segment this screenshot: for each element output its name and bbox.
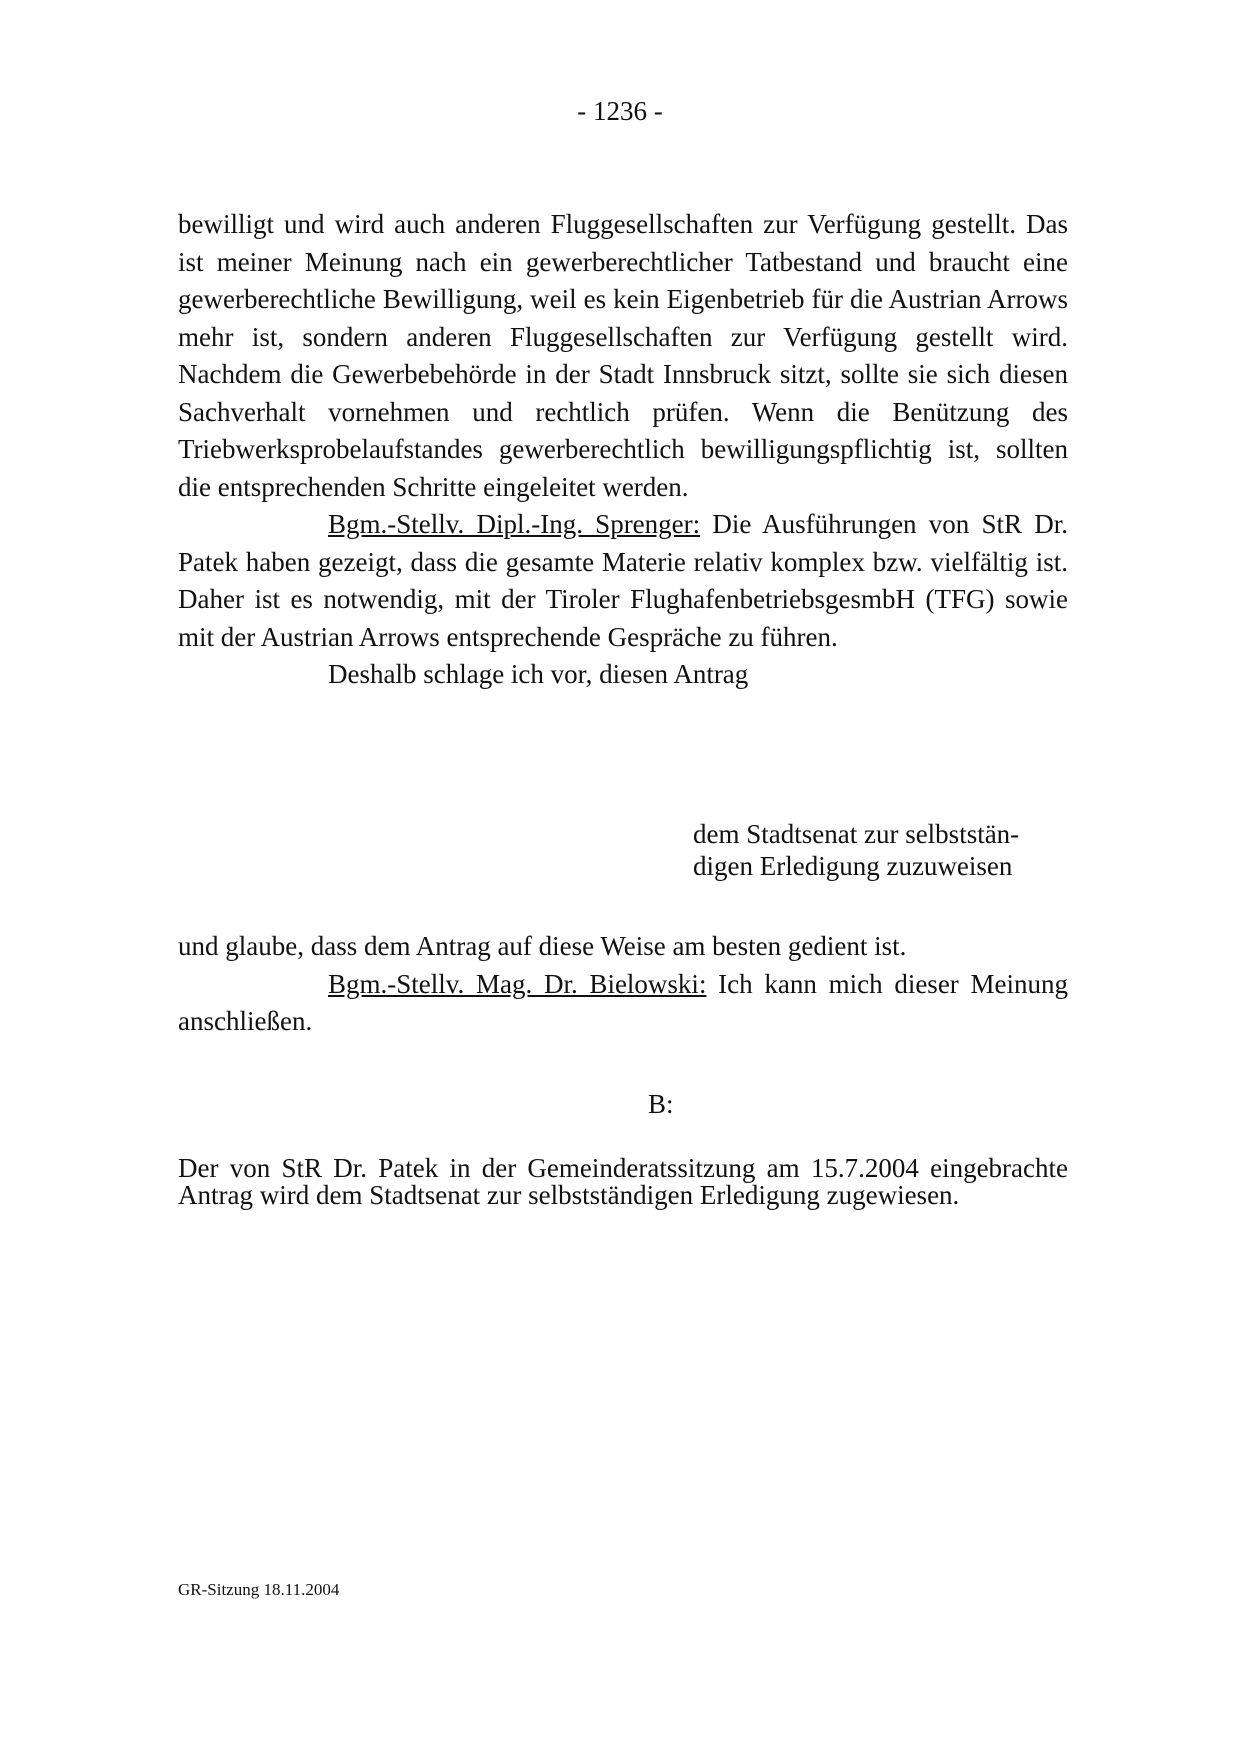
page-number: - 1236 - (577, 96, 663, 126)
conclusion-paragraph: und glaube, dass dem Antrag auf diese Weise am besten gedient ist. (178, 931, 907, 961)
footer-session: GR-Sitzung 18.11.2004 (178, 1580, 340, 1599)
motion-line-1: dem Stadtsenat zur selbststän- (693, 819, 1020, 849)
paragraph-continuation: bewilligt und wird auch anderen Fluggesellschaften zur Verfügung gestellt. Das ist meiner Meinung nach ein gewerberechtlicher Tatbestand und braucht eine gewerberechtliche Bewilligung, weil es kein Eigenbetrieb für die Austrian Arrows mehr ist, sondern anderen Fluggesellschaften zur Verfügung gestellt wird. Nachdem die Gewerbebehörde in der Stadt Innsbruck sitzt, sollte sie sich diesen Sachverhalt vornehmen und rechtlich prüfen. Wenn die Benützung des Triebwerksprobelaufstandes gewerberechtlich bewilligungspflichtig ist, sollten die entsprechenden Schritte eingeleitet werden. (178, 209, 1068, 502)
statement-text-bielowski: Ich kann mich dieser Meinung anschließen. (178, 968, 1069, 1036)
motion-text (693, 818, 1073, 882)
statement-text-sprenger: Die Ausführungen von StR Dr. Patek haben gezeigt, dass die gesamte Materie relativ komplex bzw. vielfältig ist. Daher ist es notwendig, mit der Tiroler FlughafenbetriebsgesmbH (TFG) sowie mit der Austrian Arrows entsprechende Gespräche zu führen. (178, 509, 1068, 652)
section-heading-b: B: (648, 1089, 674, 1119)
speaker-name-sprenger: Bgm.-Stellv. Dipl.-Ing. Sprenger: (328, 509, 701, 539)
resolution-text: Der von StR Dr. Patek in der Gemeinderatssitzung am 15.7.2004 eingebrachte Antrag wird dem Stadtsenat zur selbstständigen Erledigung zugewiesen. (178, 1153, 1068, 1210)
proposal-intro: Deshalb schlage ich vor, diesen Antrag (328, 659, 749, 689)
speaker-statement-sprenger (178, 506, 1068, 656)
speaker-name-bielowski: Bgm.-Stellv. Mag. Dr. Bielowski: (328, 968, 707, 999)
discussion-block (178, 206, 1068, 694)
motion-line-2: digen Erledigung zuzuweisen (693, 851, 1013, 881)
speaker-statement-bielowski (178, 966, 1068, 1041)
conclusion-block (178, 928, 1068, 1041)
